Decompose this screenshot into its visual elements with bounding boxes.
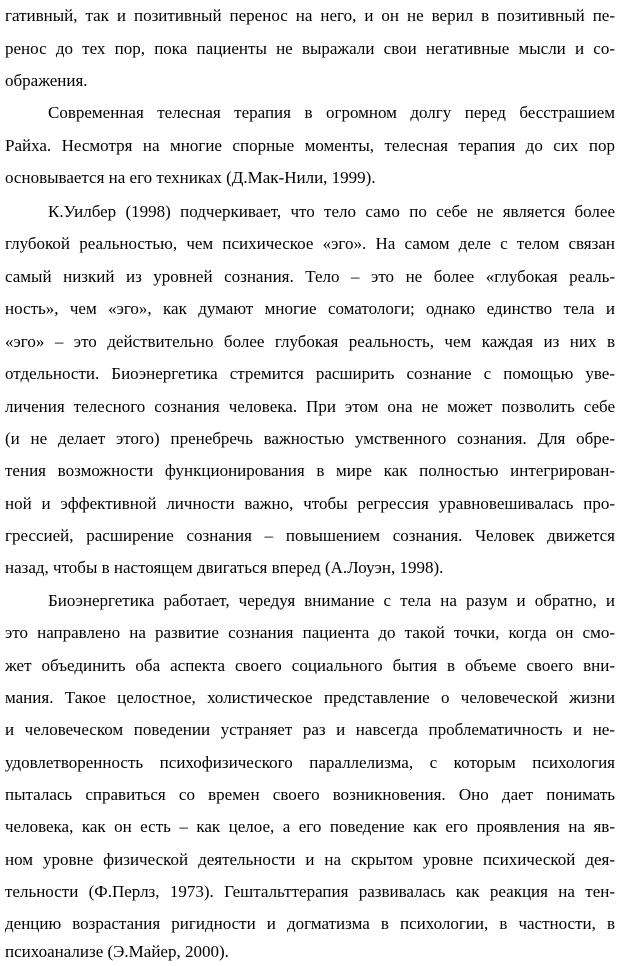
text-line-4: Современная телесная терапия в огромном долгу перед бесстрашием bbox=[48, 103, 615, 122]
text-line-29: денцию возрастания ригидности и догматизма в психологии, в частности, в bbox=[5, 914, 615, 933]
text-line-11: «эго» – это действительно более глубокая реальность, чем каждая из них в bbox=[5, 332, 615, 351]
text-line-30: психоанализе (Э.Майер, 2000). bbox=[5, 942, 229, 961]
text-line-8: глубокой реальностью, чем психическое «эго». На самом деле с телом связан bbox=[5, 234, 615, 253]
text-line-26: человека, как он есть – как целое, а его поведение как его проявления на яв- bbox=[5, 817, 615, 836]
text-line-6: основывается на его техниках (Д.Мак-Нили, 1999). bbox=[5, 168, 376, 187]
text-line-12: отдельности. Биоэнергетика стремится расширить сознание с помощью уве- bbox=[5, 364, 615, 383]
text-line-25: пыталась справиться со времен своего возникновения. Оно дает понимать bbox=[5, 785, 615, 804]
text-line-16: ной и эффективной личности важно, чтобы регрессия уравновешивалась про- bbox=[5, 494, 615, 513]
text-line-3: ображения. bbox=[5, 71, 88, 90]
text-line-27: ном уровне физической деятельности и на скрытом уровне психической дея- bbox=[5, 850, 615, 869]
text-line-21: жет объединить оба аспекта своего социального бытия в объеме своего вни- bbox=[5, 656, 615, 675]
text-line-24: удовлетворенность психофизического параллелизма, с которым психология bbox=[5, 753, 615, 772]
text-line-5: Райха. Несмотря на многие спорные моменты, телесная терапия до сих пор bbox=[5, 136, 615, 155]
text-line-1: гативный, так и позитивный перенос на него, и он не верил в позитивный пе- bbox=[5, 6, 615, 25]
text-line-19: Биоэнергетика работает, чередуя внимание с тела на разум и обратно, и bbox=[48, 591, 615, 610]
text-line-20: это направлено на развитие сознания пациента до такой точки, когда он смо- bbox=[5, 623, 615, 642]
text-line-14: (и не делает этого) пренебречь важностью умственного сознания. Для обре- bbox=[5, 429, 615, 448]
text-line-18: назад, чтобы в настоящем двигаться вперед (А.Лоуэн, 1998). bbox=[5, 558, 444, 577]
text-line-2: ренос до тех пор, пока пациенты не выражали свои негативные мысли и со- bbox=[5, 39, 615, 58]
text-line-7: К.Уилбер (1998) подчеркивает, что тело само по себе не является более bbox=[48, 202, 615, 221]
text-line-17: грессией, расширение сознания – повышением сознания. Человек движется bbox=[5, 526, 615, 545]
text-line-28: тельности (Ф.Перлз, 1973). Гештальттерапия развивалась как реакция на тен- bbox=[5, 882, 615, 901]
text-line-23: и человеческом поведении устраняет раз и навсегда проблематичность и не- bbox=[5, 720, 615, 739]
text-line-15: тения возможности функционирования в мире как полностью интегрирован- bbox=[5, 461, 615, 480]
text-line-13: личения телесного сознания человека. При этом она не может позволить себе bbox=[5, 397, 615, 416]
text-line-10: ность», чем «эго», как думают многие соматологи; однако единство тела и bbox=[5, 299, 615, 318]
text-line-9: самый низкий из уровней сознания. Тело – это не более «глубокая реаль- bbox=[5, 267, 615, 286]
text-line-22: мания. Такое целостное, холистическое представление о человеческой жизни bbox=[5, 688, 615, 707]
